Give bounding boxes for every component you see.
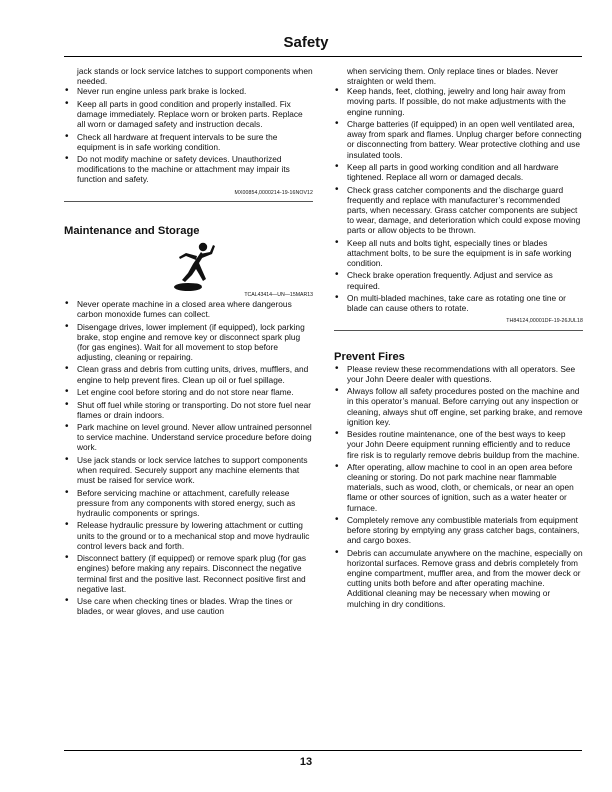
list-item: • On multi-bladed machines, take care as rotating one tine or blade can cause others to rotate. [334,293,583,313]
list-item: • After operating, allow machine to cool in an open area before cleaning or storing. Do not park machine near flammable materials, such as wood, cloth, or chemicals, or near an open flame or other sources of ignition, such as a water heater or furnace. [334,462,583,513]
list-item: • Never run engine unless park brake is locked. [64,86,313,96]
header-divider [64,56,582,57]
reference-code: MX00854,0000214-19-16NOV12 [64,188,313,202]
list-item: • Please review these recommendations with all operators. See your John Deere dealer with questions. [334,364,583,384]
list-item: • Charge batteries (if equipped) in an open well ventilated area, away from spark and flames. Unplug charger before connecting or disconnecting from battery. Wear protective clothing and use insulated tools. [334,119,583,160]
list-item: • Release hydraulic pressure by lowering attachment or cutting units to the ground or to a mechanical stop and move hydraulic control levers back and forth. [64,520,313,550]
list-item: • Before servicing machine or attachment, carefully release pressure from any components with stored energy, such as hydraulic components or springs. [64,488,313,518]
list-item: • Let engine cool before storing and do not store near flame. [64,387,313,397]
continuation-text: jack stands or lock service latches to support components when needed. [77,66,313,87]
section-title: Prevent Fires [334,350,405,363]
bullet-list [64,86,313,184]
page-title: Safety [283,34,329,51]
list-item: • Debris can accumulate anywhere on the machine, especially on horizontal surfaces. Remove grass and debris completely from engine compartment, muffler area, and from the mower deck or cutting units both before and after operating machine. Additional cleaning may be necessary when mowing or mulching in dry conditions. [334,548,583,609]
list-item: • Shut off fuel while storing or transporting. Do not store fuel near flames or drain indoors. [64,400,313,420]
page-number: 13 [299,756,313,768]
continuation-text: when servicing them. Only replace tines or blades. Never straighten or weld them. [347,66,559,87]
person-slipping-warning-icon [168,240,218,292]
list-item: • Check grass catcher components and the discharge guard frequently and replace with manufacturer’s recommended parts, when necessary. Grass catcher components are subject to wear, damage, and deterioration which could expose moving parts or allow objects to be thrown. [334,185,583,236]
list-item: • Keep all nuts and bolts tight, especially tines or blades attachment bolts, to be sure the equipment is in safe working condition. [334,238,583,268]
list-item: • Besides routine maintenance, one of the best ways to keep your John Deere equipment running efficiently and to reduce fire risk is to regularly remove debris buildup from the machine. [334,429,583,459]
list-item: • Always follow all safety procedures posted on the machine and in this operator’s manual. Before carrying out any inspection or cleaning, always shut off engine, set parking brake, and remove ignition key. [334,386,583,427]
list-item: • Completely remove any combustible materials from equipment before storing by emptying any grass catcher bags, containers, and cargo boxes. [334,515,583,545]
list-item: • Keep hands, feet, clothing, jewelry and long hair away from moving parts. If possible, do not make adjustments with the engine running. [334,86,583,116]
footer-divider [64,750,582,751]
warning-figure [64,240,313,298]
bullet-list [334,86,583,313]
right-column [334,66,583,611]
list-item: • Disconnect battery (if equipped) or remove spark plug (for gas engines) before making any repairs. Disconnect the negative terminal first and the positive last. Reconnect positive first and negative last. [64,553,313,594]
figure-caption: TCAL43414—UN—15MAR13 [244,291,313,298]
list-item: • Keep all parts in good working condition and all hardware tightened. Replace all worn or damaged decals. [334,162,583,182]
list-item: • Clean grass and debris from cutting units, drives, mufflers, and engine to help prevent fires. Clean up oil or fuel spillage. [64,364,313,384]
list-item: • Check brake operation frequently. Adjust and service as required. [334,270,583,290]
list-item: • Check all hardware at frequent intervals to be sure the equipment is in safe working condition. [64,132,313,152]
left-column [64,66,313,619]
list-item: • Use care when checking tines or blades. Wrap the tines or blades, or wear gloves, and use caution [64,596,313,616]
bullet-list [334,364,583,609]
list-item: • Keep all parts in good condition and properly installed. Fix damage immediately. Replace worn or broken parts. Replace all worn or damaged safety and instruction decals. [64,99,313,129]
list-item: • Do not modify machine or safety devices. Unauthorized modifications to the machine or attachment may impair its function and safety. [64,154,313,184]
list-item: • Use jack stands or lock service latches to support components when required. Securely support any machine elements that must be raised for service work. [64,455,313,485]
list-item: • Disengage drives, lower implement (if equipped), lock parking brake, stop engine and remove key or disconnect spark plug (for gas engines). Wait for all movement to stop before adjusting, cleaning or repairing. [64,322,313,363]
list-item: • Never operate machine in a closed area where dangerous carbon monoxide fumes can collect. [64,299,313,319]
reference-code: TH84124,00001DF-19-26JUL18 [334,316,583,330]
list-item: • Park machine on level ground. Never allow untrained personnel to service machine. Understand service procedure before doing work. [64,422,313,452]
section-title: Maintenance and Storage [64,224,200,237]
bullet-list [64,299,313,617]
